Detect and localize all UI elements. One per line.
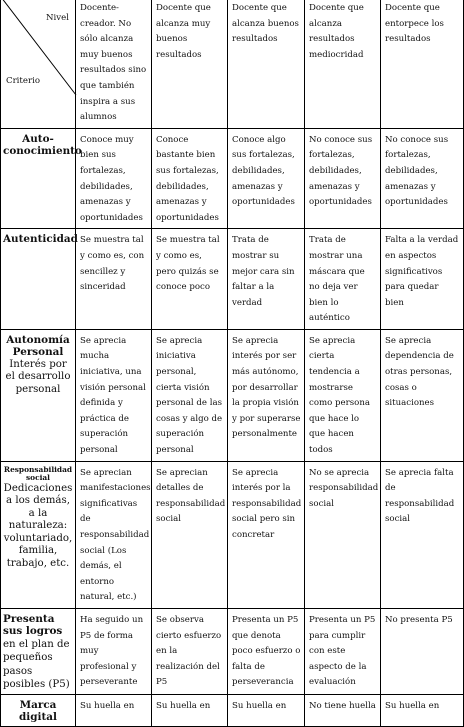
rubric-cell: Su huella en (76, 694, 152, 726)
row-autonomia (1, 329, 464, 461)
criterion-detail: Dedicaciones a los demás, a la naturaleza: voluntariado, familia, trabajo, etc. (3, 482, 73, 569)
level-header-2: Docente que alcanza muy buenos resultados (152, 0, 228, 128)
rubric-cell: Su huella en (228, 694, 305, 726)
row-marca-digital (1, 694, 464, 726)
rubric-cell: Se aprecia interés por ser más autónomo, por desarrollar la propia visión y por superarse personalmente (228, 329, 305, 461)
criterion-cell (1, 694, 76, 726)
rubric-cell: Presenta un P5 que denota poco esfuerzo o falta de perseverancia (228, 608, 305, 694)
rubric-cell: Presenta un P5 para cumplir con este aspecto de la evaluación (305, 608, 381, 694)
rubric-cell: No se aprecia responsabilidad social (305, 461, 381, 608)
rubric-cell: Se aprecia iniciativa personal, cierta visión personal de las cosas y algo de superación personal (152, 329, 228, 461)
criterion-detail: Interés por el desarrollo personal (5, 358, 71, 395)
row-responsabilidad (1, 461, 464, 608)
rubric-cell: Se observa cierto esfuerzo en la realización del P5 (152, 608, 228, 694)
criterion-label: Presenta sus logros (3, 612, 63, 638)
rubric-cell: Su huella en (381, 694, 464, 726)
criterion-label: Marca digital (19, 698, 57, 724)
rubric-cell: Ha seguido un P5 de forma muy profesional y perseverante (76, 608, 152, 694)
rubric-cell: Conoce bastante bien sus fortalezas, debilidades, amenazas y oportunidades (152, 128, 228, 229)
corner-cell (1, 0, 76, 128)
row-autenticidad (1, 229, 464, 330)
rubric-cell: No tiene huella (305, 694, 381, 726)
rubric-cell: No conoce sus fortalezas, debilidades, amenazas y oportunidades (381, 128, 464, 229)
rubric-cell: Falta a la verdad en aspectos significativos para quedar bien (381, 229, 464, 330)
criterion-label: Autonomía Personal (6, 333, 70, 359)
rubric-cell: Se aprecia cierta tendencia a mostrarse como persona que hace lo que hacen todos (305, 329, 381, 461)
criterion-label: Auto-conocimiento (3, 132, 82, 158)
level-header-3: Docente que alcanza buenos resultados (228, 0, 305, 128)
rubric-cell: No conoce sus fortalezas, debilidades, amenazas y oportunidades (305, 128, 381, 229)
rubric-cell: No presenta P5 (381, 608, 464, 694)
rubric-cell: Se muestra tal y como es, pero quizás se conoce poco (152, 229, 228, 330)
nivel-label: Nivel (46, 13, 69, 23)
criterion-cell (1, 608, 76, 694)
criterion-detail: en el plan de pequeños pasos posibles (P5) (3, 638, 70, 691)
rubric-cell: Conoce muy bien sus fortalezas, debilidades, amenazas y oportunidades (76, 128, 152, 229)
level-header-4: Docente que alcanza resultados mediocridad (305, 0, 381, 128)
header-row (1, 0, 464, 128)
criterion-cell (1, 229, 76, 330)
level-header-5: Docente que entorpece los resultados (381, 0, 464, 128)
row-logros (1, 608, 464, 694)
criterio-label: Criterio (6, 75, 41, 86)
criterion-label: Responsabilidad social (3, 464, 73, 483)
criterion-cell (1, 461, 76, 608)
criterion-label: Autenticidad (3, 233, 78, 246)
rubric-cell: Se aprecia falta de responsabilidad social (381, 461, 464, 608)
criterion-cell (1, 128, 82, 229)
criterion-cell (1, 329, 76, 461)
row-autoconocimiento (1, 128, 464, 229)
rubric-cell: Su huella en (152, 694, 228, 726)
rubric-cell: Se muestra tal y como es, con sencillez y sinceridad (76, 229, 152, 330)
rubric-cell: Se aprecia dependencia de otras personas, cosas o situaciones (381, 329, 464, 461)
rubric-cell: Se aprecia interés por la responsabilidad social pero sin concretar (228, 461, 305, 608)
rubric-cell: Se aprecian detalles de responsabilidad social (152, 461, 228, 608)
level-header-1: Docente-creador. No sólo alcanza muy buenos resultados sino que también inspira a sus alumnos (76, 0, 152, 128)
rubric-cell: Se aprecia mucha iniciativa, una visión personal definida y práctica de superación personal (76, 329, 152, 461)
rubric-cell: Se aprecian manifestaciones significativas de responsabilidad social (Los demás, el entorno natural, etc.) (76, 461, 152, 608)
rubric-cell: Conoce algo sus fortalezas, debilidades, amenazas y oportunidades (228, 128, 305, 229)
rubric-cell: Trata de mostrar una máscara que no deja ver bien lo auténtico (305, 229, 381, 330)
rubric-cell: Trata de mostrar su mejor cara sin faltar a la verdad (228, 229, 305, 330)
